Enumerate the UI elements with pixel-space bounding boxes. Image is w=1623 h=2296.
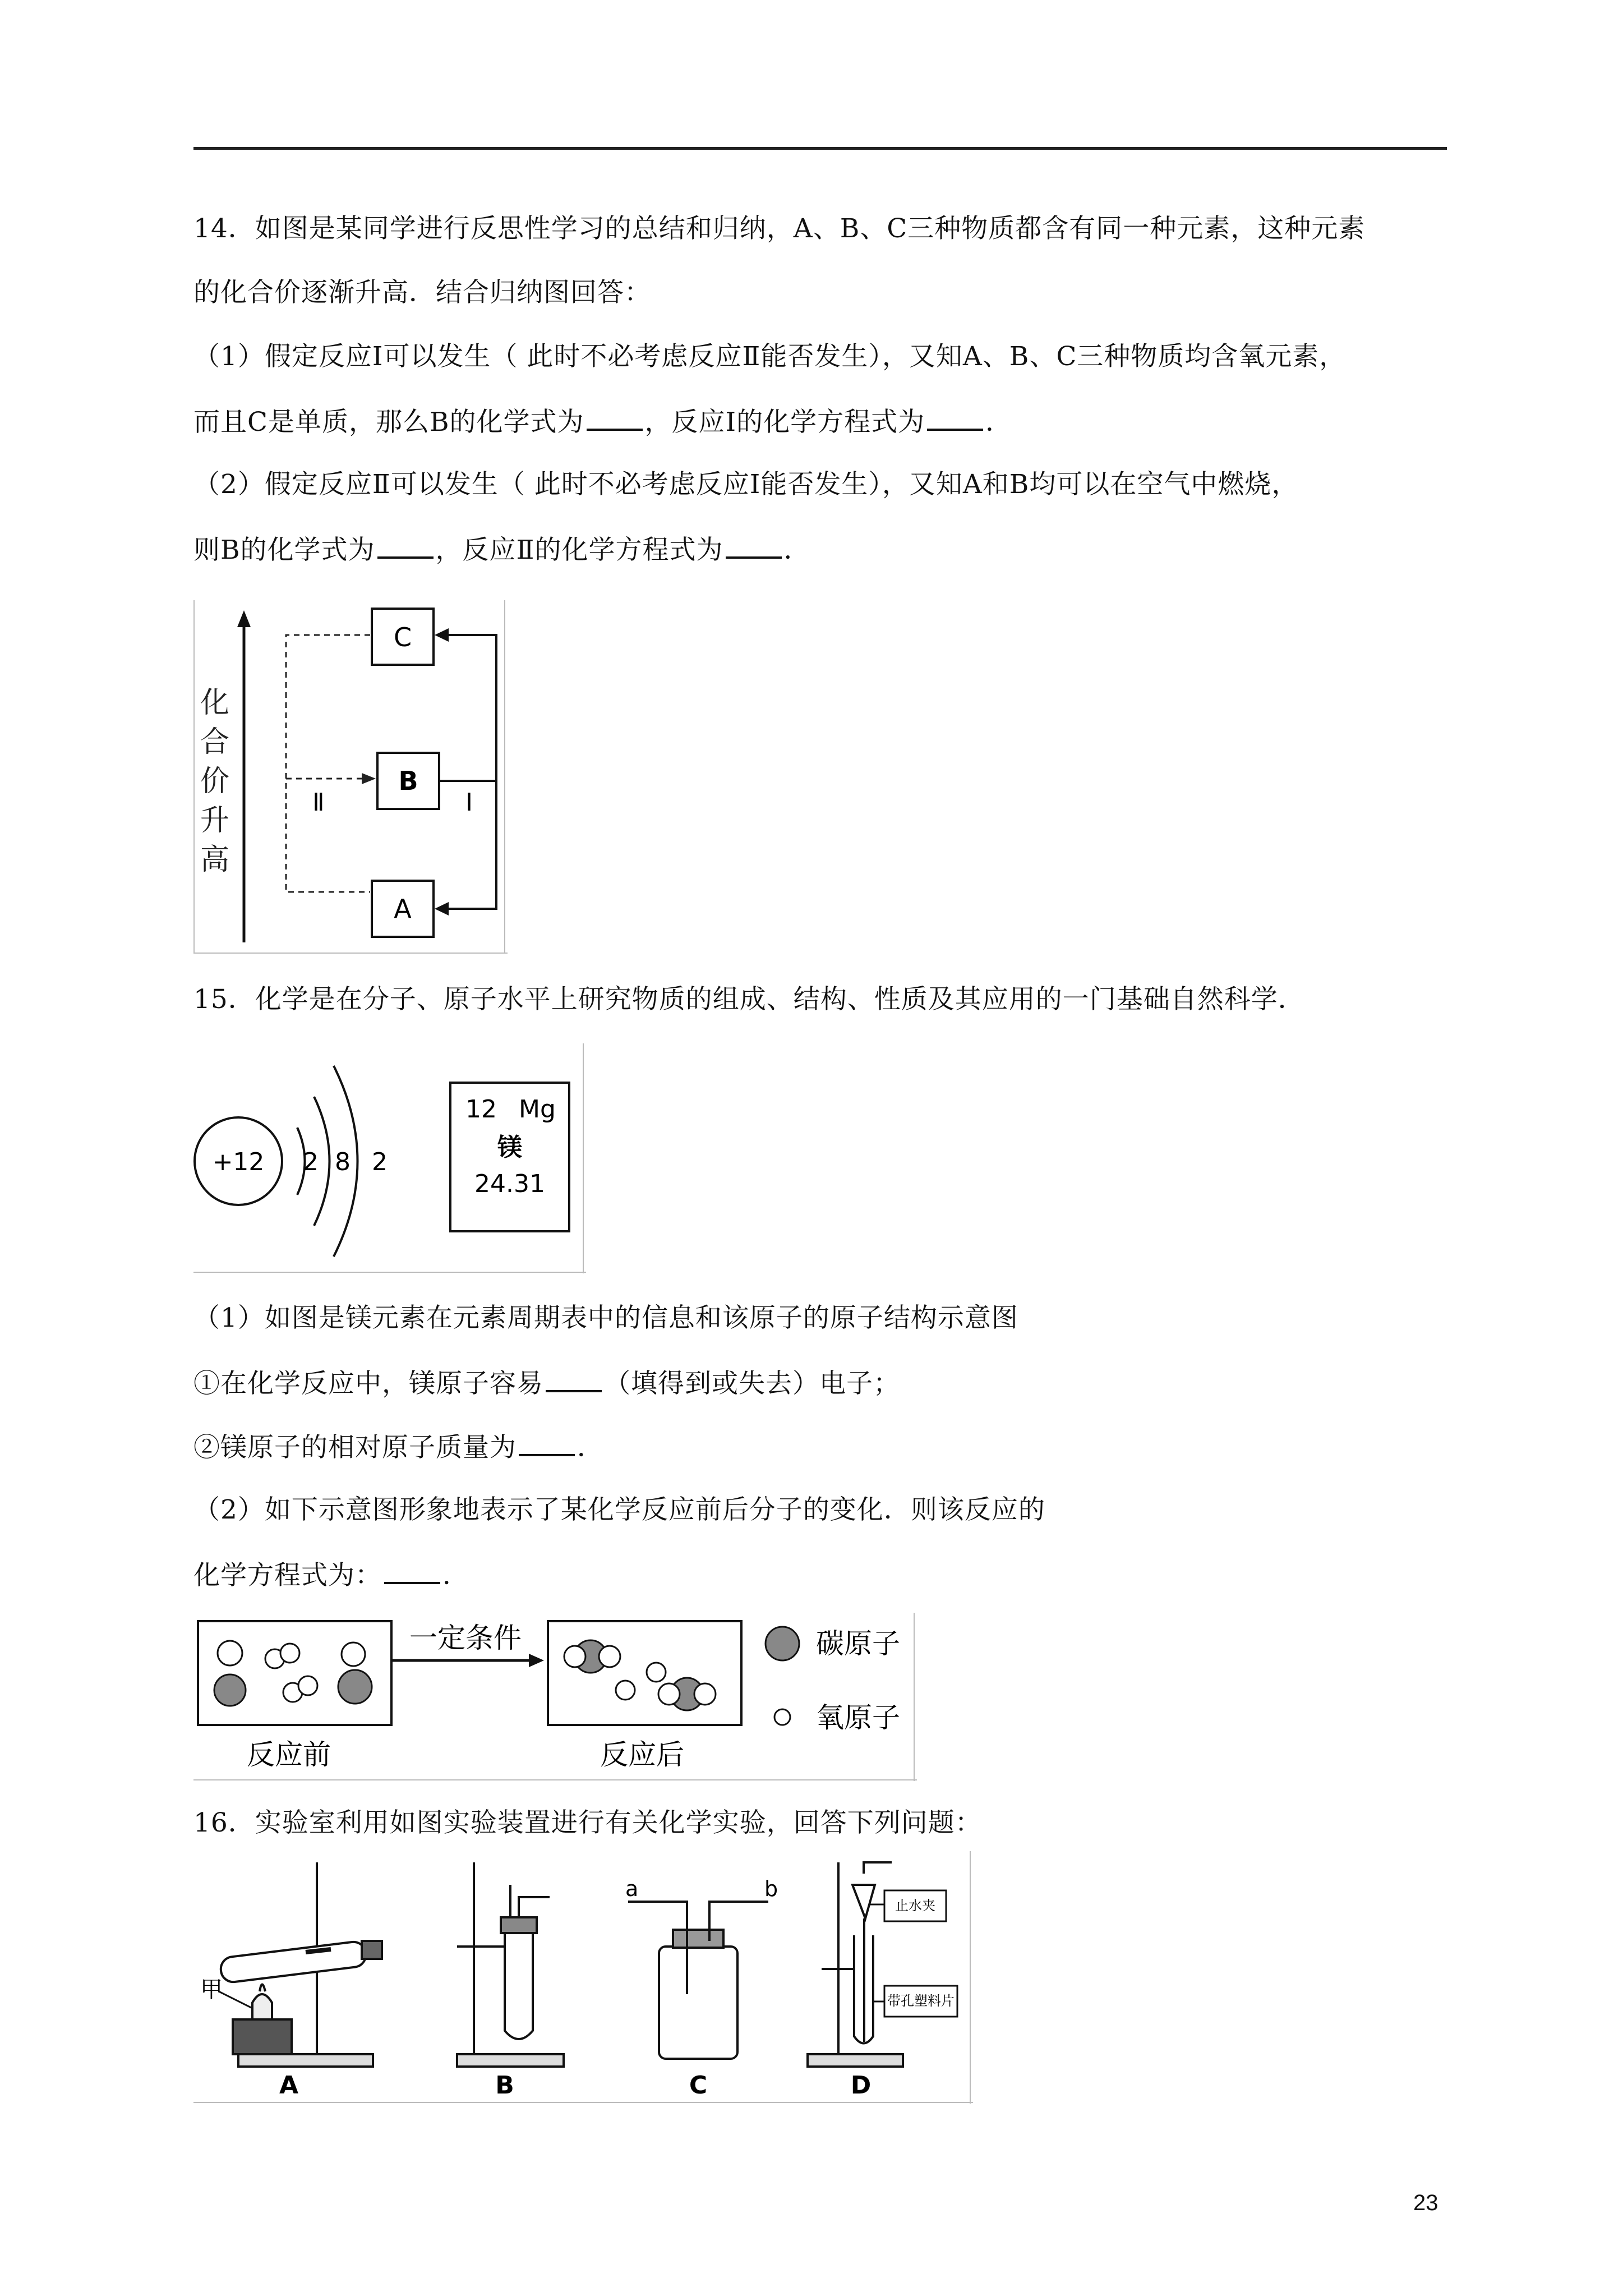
q15-part1-ii-text-a: ②镁原子的相对原子质量为 xyxy=(193,1432,517,1463)
atomic-mass: 24.31 xyxy=(474,1170,545,1198)
q15-part2-text-a: 化学方程式为： xyxy=(193,1560,382,1591)
answer-blank[interactable] xyxy=(546,1365,602,1392)
reaction-diagram xyxy=(193,1613,917,1781)
q14-stem-line2: 的化合价逐渐升高．结合归纳图回答： xyxy=(193,277,651,308)
q15-part1-i-text-a: ①在化学反应中，镁原子容易 xyxy=(193,1368,543,1399)
q15-part1: （1）如图是镁元素在元素周期表中的信息和该原子的原子结构示意图 xyxy=(193,1303,1018,1333)
q14-part1-text-a: 而且C是单质，那么B的化学式为 xyxy=(193,407,584,438)
q15-part2-text-b: ． xyxy=(442,1560,469,1591)
atomic-number: 12 xyxy=(465,1095,497,1124)
before-caption: 反应前 xyxy=(247,1738,331,1771)
q15-part1-ii-text-b: ． xyxy=(577,1432,604,1463)
header-rule xyxy=(193,147,1447,150)
legend-carbon: 碳原子 xyxy=(816,1627,900,1660)
q14-part1-line1: （1）假定反应Ⅰ可以发生（ 此时不必考虑反应Ⅱ能否发生），又知A、B、C三种物质均含氧元素， xyxy=(193,341,1347,372)
valence-diagram xyxy=(193,600,508,954)
apparatus-d xyxy=(808,1862,957,2067)
answer-blank[interactable] xyxy=(587,404,643,431)
q14-part1-line2 xyxy=(193,404,1012,439)
arrow-right-icon xyxy=(529,1654,544,1667)
q15-part2-line2 xyxy=(193,1557,469,1593)
q14-part2-text-a: 则B的化学式为 xyxy=(193,535,375,565)
q14-part2-text-b: ，反应Ⅱ的化学方程式为 xyxy=(435,535,723,565)
carbon-legend-icon xyxy=(766,1627,799,1660)
apparatus-figure xyxy=(193,1851,973,2104)
answer-blank[interactable] xyxy=(377,532,434,559)
label-jia: 甲 xyxy=(200,1977,223,2003)
shell-electrons: 2 xyxy=(303,1148,319,1176)
element-name: 镁 xyxy=(497,1133,522,1162)
q14-part2-text-c: ． xyxy=(783,535,811,565)
mg-figure xyxy=(193,1043,586,1273)
axis-label-char: 价 xyxy=(200,765,230,798)
shell-electrons: 2 xyxy=(372,1148,388,1176)
q15-stem: 15．化学是在分子、原子水平上研究物质的组成、结构、性质及其应用的一门基础自然科学． xyxy=(193,984,1305,1015)
q15-part1-i xyxy=(193,1365,900,1401)
reaction-i-label: Ⅰ xyxy=(465,788,473,817)
box-c-label: C xyxy=(393,622,412,652)
q15-part1-i-text-b: （填得到或失去）电子； xyxy=(604,1368,900,1399)
answer-blank[interactable] xyxy=(726,532,782,559)
after-caption: 反应后 xyxy=(600,1738,684,1771)
q16-stem: 16．实验室利用如图实验装置进行有关化学实验，回答下列问题： xyxy=(193,1807,982,1838)
q14-part1-text-b: ，反应Ⅰ的化学方程式为 xyxy=(644,407,925,438)
axis-label-char: 合 xyxy=(200,725,230,759)
shell-electrons: 8 xyxy=(335,1148,351,1176)
answer-blank[interactable] xyxy=(384,1557,440,1584)
reaction-condition: 一定条件 xyxy=(409,1622,522,1654)
legend-oxygen: 氧原子 xyxy=(816,1701,900,1734)
q14-part2-line1: （2）假定反应Ⅱ可以发生（ 此时不必考虑反应Ⅰ能否发生），又知A和B均可以在空气中燃烧， xyxy=(193,469,1299,500)
box-a-label: A xyxy=(394,894,412,924)
q14-stem-line1: 14．如图是某同学进行反思性学习的总结和归纳，A、B、C三种物质都含有同一种元素，这种元素 xyxy=(193,213,1366,244)
apparatus-a xyxy=(219,1862,382,2067)
apparatus-label: A xyxy=(279,2071,299,2100)
element-symbol: Mg xyxy=(519,1095,556,1124)
arrow-up-icon xyxy=(237,610,251,627)
q15-part2-line1: （2）如下示意图形象地表示了某化学反应前后分子的变化．则该反应的 xyxy=(193,1494,1045,1525)
apparatus-c xyxy=(628,1902,768,2059)
after-box xyxy=(548,1621,741,1725)
axis-label-char: 化 xyxy=(200,686,230,720)
apparatus-label: B xyxy=(495,2071,514,2100)
reaction-ii-label: Ⅱ xyxy=(312,788,325,817)
q14-part2-line2 xyxy=(193,532,811,567)
answer-blank[interactable] xyxy=(927,404,983,431)
apparatus-b xyxy=(457,1862,564,2067)
oxygen-legend-icon xyxy=(774,1709,790,1725)
q14-part1-text-c: ． xyxy=(985,407,1013,438)
page-number: 23 xyxy=(1413,2191,1438,2215)
q15-part1-ii xyxy=(193,1429,604,1465)
d-label-top: 止水夹 xyxy=(895,1898,935,1913)
axis-label-char: 高 xyxy=(200,843,230,877)
port-b-label: b xyxy=(764,1876,778,1901)
box-b-label: B xyxy=(398,766,418,796)
apparatus-label: C xyxy=(689,2071,708,2100)
axis-label-char: 升 xyxy=(200,804,230,838)
d-label-bottom: 带孔塑料片 xyxy=(887,1993,955,2009)
port-a-label: a xyxy=(625,1876,639,1901)
apparatus-label: D xyxy=(850,2071,872,2100)
nucleus-charge: +12 xyxy=(212,1148,265,1176)
answer-blank[interactable] xyxy=(519,1429,575,1456)
